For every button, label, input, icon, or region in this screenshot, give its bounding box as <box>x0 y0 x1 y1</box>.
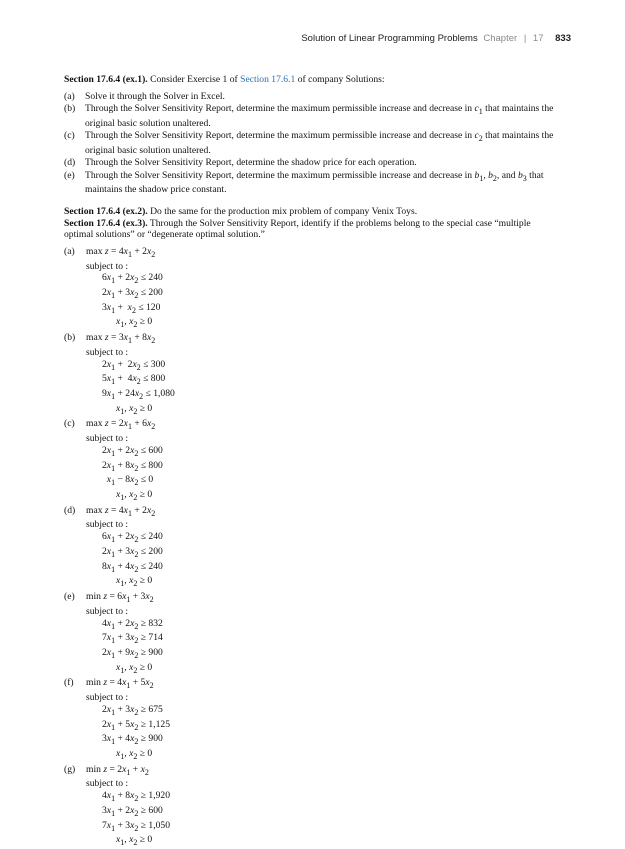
item-text: Through the Solver Sensitivity Report, determine the maximum permissible increase and decrease in $c_1$ that maintains the original basic solution unaltered. <box>85 103 554 129</box>
exercise-1-item-e <box>64 170 562 196</box>
section-link[interactable]: Section 17.6.1 <box>240 74 296 85</box>
exercise-3-heading: Section 17.6.4 (ex.3). <box>64 217 148 229</box>
nonnegativity-constraint: $x_1$, $x_2 \ge 0$ <box>116 575 153 589</box>
problem-e <box>64 591 562 676</box>
constraint: $6x_1 + 2x_2 \le 240$ <box>102 531 163 545</box>
constraint: $2x_1 + 2x_2 \le 300$ <box>102 358 166 372</box>
constraint: $3x_1 + 4x_2 \ge 900$ <box>102 733 163 747</box>
problem-a <box>64 246 562 331</box>
subject-to-label: subject to : <box>86 692 129 704</box>
item-text: Through the Solver Sensitivity Report, determine the shadow price for each operation. <box>85 157 417 169</box>
subject-to-label: subject to : <box>86 346 129 358</box>
constraints <box>86 359 562 403</box>
exercise-1-item-a <box>64 91 562 103</box>
constraint: $3x_1 + x_2 \le 120$ <box>102 301 161 315</box>
chapter-label: Chapter <box>483 33 518 44</box>
constraints <box>86 445 562 489</box>
item-text: Solve it through the Solver in Excel. <box>85 90 225 102</box>
exercise-1-intro <box>64 74 562 86</box>
problem-label: (b) <box>64 332 76 344</box>
page-number: 833 <box>555 33 571 44</box>
subject-to-label: subject to : <box>86 605 129 617</box>
constraint: $2x_1 + 8x_2 \le 800$ <box>102 459 163 473</box>
problem-label: (d) <box>64 504 76 516</box>
exercise-1-heading: Section 17.6.4 (ex.1). <box>64 74 148 85</box>
constraint: $2x_1 + 2x_2 \le 600$ <box>102 444 163 458</box>
item-text: Through the Solver Sensitivity Report, determine the maximum permissible increase and decrease in $c_2$ that maintains the original basic solution unaltered. <box>85 130 554 156</box>
constraints <box>86 272 562 316</box>
subject-to-label: subject to : <box>86 778 129 790</box>
problem-label: (g) <box>64 763 76 775</box>
objective-function: $\min z = 2x_1 + x_2$ <box>86 763 149 777</box>
objective-function: $\max z = 3x_1 + 8x_2$ <box>86 332 156 346</box>
constraint: $2x_1 + 3x_2 \ge 675$ <box>102 703 163 717</box>
running-title: Solution of Linear Programming Problems <box>301 33 478 44</box>
problem-b <box>64 332 562 417</box>
problem-f <box>64 677 562 762</box>
exercise-2 <box>64 206 562 218</box>
problem-label: (c) <box>64 418 75 430</box>
item-label: (e) <box>64 169 75 181</box>
constraint: $2x_1 + 3x_2 \le 200$ <box>102 545 163 559</box>
constraints <box>86 531 562 575</box>
constraint: $4x_1 + 8x_2 \ge 1,920$ <box>102 790 170 804</box>
problem-label: (a) <box>64 245 75 257</box>
subject-to-label: subject to : <box>86 519 129 531</box>
constraint: $6x_1 + 2x_2 \le 240$ <box>102 272 163 286</box>
constraints <box>86 704 562 748</box>
objective-function: $\max z = 4x_1 + 2x_2$ <box>86 245 156 259</box>
objective-function: $\max z = 2x_1 + 6x_2$ <box>86 418 156 432</box>
constraints <box>86 790 562 834</box>
problem-label: (e) <box>64 591 75 603</box>
nonnegativity-constraint: $x_1$, $x_2 \ge 0$ <box>116 489 153 502</box>
objective-function: $\min z = 4x_1 + 5x_2$ <box>86 677 154 691</box>
item-label: (a) <box>64 90 75 102</box>
constraint: $2x_1 + 5x_2 \ge 1,125$ <box>102 718 170 732</box>
constraint: $3x_1 + 2x_2 \ge 600$ <box>102 804 163 818</box>
nonnegativity-constraint: $x_1$, $x_2 \ge 0$ <box>116 402 153 416</box>
problem-c <box>64 418 562 503</box>
exercise-1-item-d <box>64 157 562 169</box>
exercise-2-text: Do the same for the production mix problem of company Venix Toys. <box>147 206 418 218</box>
exercise-1-item-c <box>64 130 562 156</box>
constraint: $4x_1 + 2x_2 \ge 832$ <box>102 617 163 631</box>
running-header <box>301 33 571 44</box>
nonnegativity-constraint: $x_1$, $x_2 \ge 0$ <box>116 834 153 848</box>
item-label: (c) <box>64 130 75 142</box>
exercise-1-item-b <box>64 103 562 129</box>
constraint: $9x_1 + 24x_2 \le 1,080$ <box>102 388 175 401</box>
exercise-3-text: Through the Solver Sensitivity Report, identify if the problems belong to the special case “multiple optimal solutions” or “degenerate optimal solution.” <box>64 217 531 241</box>
page-body <box>64 74 562 849</box>
objective-function: $\max z = 4x_1 + 2x_2$ <box>86 504 156 518</box>
exercise-1-text-a: Consider Exercise 1 of <box>147 74 241 85</box>
constraints <box>86 618 562 662</box>
problem-g <box>64 764 562 849</box>
constraint: $5x_1 + 4x_2 \le 800$ <box>102 373 166 387</box>
constraint: $8x_1 + 4x_2 \le 240$ <box>102 560 163 574</box>
constraint: $2x_1 + 9x_2 \ge 900$ <box>102 647 163 660</box>
problem-d <box>64 505 562 590</box>
constraint: $7x_1 + 3x_2 \ge 1,050$ <box>102 819 170 833</box>
objective-function: $\min z = 6x_1 + 3x_2$ <box>86 591 154 604</box>
problem-label: (f) <box>64 677 74 689</box>
exercise-3 <box>64 218 562 241</box>
constraint: $x_1 - 8x_2 \le 0$ <box>106 474 154 488</box>
item-text: Through the Solver Sensitivity Report, determine the maximum permissible increase and decrease in $b_1$, $b_2$, and $b_3$ that maintains the shadow price constant. <box>85 169 544 196</box>
item-label: (d) <box>64 157 76 169</box>
nonnegativity-constraint: $x_1$, $x_2 \ge 0$ <box>116 748 153 761</box>
chapter-number: 17 <box>532 33 544 44</box>
item-label: (b) <box>64 103 76 115</box>
exercise-1-items <box>64 91 562 196</box>
nonnegativity-constraint: $x_1$, $x_2 \ge 0$ <box>116 661 153 675</box>
header-separator: | <box>523 33 527 44</box>
subject-to-label: subject to : <box>86 260 129 272</box>
subject-to-label: subject to : <box>86 433 129 445</box>
nonnegativity-constraint: $x_1$, $x_2 \ge 0$ <box>116 316 153 330</box>
exercise-2-heading: Section 17.6.4 (ex.2). <box>64 206 148 218</box>
exercise-1-text-b: of company Solutions: <box>295 74 385 85</box>
constraint: $7x_1 + 3x_2 \ge 714$ <box>102 632 163 646</box>
constraint: $2x_1 + 3x_2 \le 200$ <box>102 287 163 300</box>
